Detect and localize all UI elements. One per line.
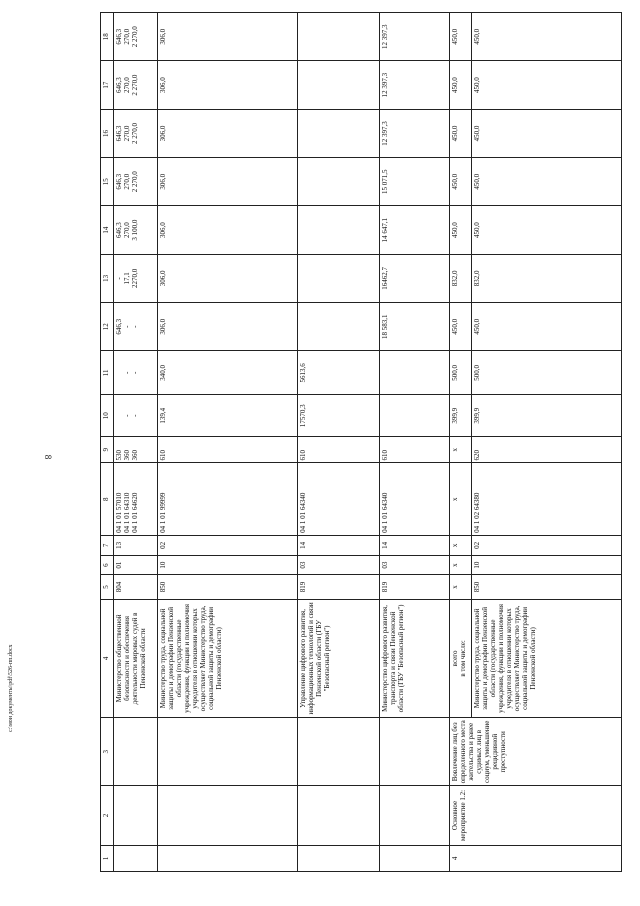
value-cell: 306,0 bbox=[158, 254, 298, 302]
section-cell: 10 bbox=[158, 555, 298, 575]
expense-type-cell: 620 bbox=[472, 437, 622, 463]
subsection-cell: 14 bbox=[380, 535, 450, 555]
value-cell: 306,0 bbox=[158, 109, 298, 157]
header-cell: 12 bbox=[101, 303, 114, 351]
value-cell: 340,0 bbox=[158, 351, 298, 395]
executor-cell: Министерство труда, социальной защиты и демографии Пензенской области (государственные учреждения, функции и полномочия учредителя в отношении которых осуществляет Министерство труда, социальной защиты и демографии Пензенской области) bbox=[472, 599, 622, 718]
row-number-cell bbox=[298, 845, 380, 871]
table-row bbox=[380, 13, 450, 872]
header-cell: 15 bbox=[101, 158, 114, 206]
value-cell bbox=[298, 158, 380, 206]
expense-type-cell: 530 360 360 bbox=[114, 437, 158, 463]
header-cell: 16 bbox=[101, 109, 114, 157]
grbs-cell: 804 bbox=[114, 575, 158, 599]
value-cell: 646,3 270,0 3 100,0 bbox=[114, 206, 158, 254]
page-number: 8 bbox=[43, 454, 53, 460]
target-article-cell: 04 1 01 64340 bbox=[298, 463, 380, 535]
event-cell: Основное мероприятие 1.2: bbox=[450, 786, 622, 845]
section-cell: 03 bbox=[298, 555, 380, 575]
value-cell: 399,9 bbox=[472, 395, 622, 437]
grbs-cell: 850 bbox=[472, 575, 622, 599]
value-cell: 450,0 bbox=[472, 303, 622, 351]
value-cell: 18 583,1 bbox=[380, 303, 450, 351]
header-cell: 9 bbox=[101, 437, 114, 463]
section-cell: х bbox=[450, 555, 472, 575]
executor-cell: Министерство цифрового развития, транспорта и связи Пензенской области (ГБУ "Безопасный регион") bbox=[380, 599, 450, 718]
header-cell: 7 bbox=[101, 535, 114, 555]
target-article-cell: 04 1 01 99999 bbox=[158, 463, 298, 535]
grbs-cell: 819 bbox=[380, 575, 450, 599]
target-article-cell: х bbox=[450, 463, 472, 535]
header-cell: 17 bbox=[101, 61, 114, 109]
grbs-cell: 819 bbox=[298, 575, 380, 599]
value-cell: 16462,7 bbox=[380, 254, 450, 302]
expense-type-cell: 610 bbox=[298, 437, 380, 463]
expense-type-cell: 610 bbox=[380, 437, 450, 463]
header-cell: 18 bbox=[101, 13, 114, 61]
subsection-cell: 02 bbox=[472, 535, 622, 555]
header-cell: 2 bbox=[101, 786, 114, 845]
description-cell bbox=[298, 718, 380, 786]
header-cell: 4 bbox=[101, 599, 114, 718]
value-cell: 646,3 270,0 2 270,0 bbox=[114, 109, 158, 157]
value-cell: 450,0 bbox=[472, 206, 622, 254]
value-cell: 5613,6 bbox=[298, 351, 380, 395]
value-cell: 14 647,1 bbox=[380, 206, 450, 254]
value-cell: 12 397,3 bbox=[380, 13, 450, 61]
value-cell: 450,0 bbox=[472, 61, 622, 109]
executor-cell: Министерство труда, социальной защиты и демографии Пензенской области (государственные учреждения, функции и полномочия учредителя в отношении которых осуществляет Министерство труда, социальной защиты и демографии Пензенской области) bbox=[158, 599, 298, 718]
header-cell: 6 bbox=[101, 555, 114, 575]
value-cell: 832,0 bbox=[472, 254, 622, 302]
value-cell: 306,0 bbox=[158, 13, 298, 61]
value-cell bbox=[298, 61, 380, 109]
value-cell: - - bbox=[114, 351, 158, 395]
event-cell bbox=[158, 786, 298, 845]
value-cell: 306,0 bbox=[158, 206, 298, 254]
target-article-cell: 04 1 01 57010 04 1 01 64310 04 1 01 64620 bbox=[114, 463, 158, 535]
value-cell: 450,0 bbox=[472, 158, 622, 206]
value-cell: 450,0 bbox=[450, 158, 472, 206]
value-cell: 450,0 bbox=[472, 13, 622, 61]
value-cell: 399,9 bbox=[450, 395, 472, 437]
event-cell bbox=[114, 786, 158, 845]
value-cell bbox=[298, 303, 380, 351]
row-number-cell bbox=[114, 845, 158, 871]
description-cell bbox=[114, 718, 158, 786]
value-cell: - 17,1 2270,0 bbox=[114, 254, 158, 302]
value-cell: 646,3 - - bbox=[114, 303, 158, 351]
target-article-cell: 04 1 01 64340 bbox=[380, 463, 450, 535]
value-cell: - - bbox=[114, 395, 158, 437]
rotated-table-wrapper bbox=[100, 12, 640, 872]
value-cell: 139,4 bbox=[158, 395, 298, 437]
value-cell bbox=[380, 351, 450, 395]
value-cell: 450,0 bbox=[450, 61, 472, 109]
header-cell: 8 bbox=[101, 463, 114, 535]
budget-table bbox=[100, 12, 622, 872]
value-cell bbox=[298, 13, 380, 61]
value-cell: 17570,3 bbox=[298, 395, 380, 437]
section-cell: 01 bbox=[114, 555, 158, 575]
description-cell bbox=[158, 718, 298, 786]
value-cell: 500,0 bbox=[472, 351, 622, 395]
row-number-cell bbox=[158, 845, 298, 871]
value-cell: 450,0 bbox=[472, 109, 622, 157]
description-cell: Вовлечение лиц без определенного места жительства и ранее судимых лиц в социум, уменьшение рецидивной преступности bbox=[450, 718, 622, 786]
header-row bbox=[101, 13, 114, 872]
table-row bbox=[298, 13, 380, 872]
executor-cell: Управление цифрового развития, информационных технологий и связи Пензенской области (ГБУ "Безопасный регион") bbox=[298, 599, 380, 718]
value-cell: 450,0 bbox=[450, 206, 472, 254]
value-cell: 646,3 270,0 2 270,0 bbox=[114, 61, 158, 109]
value-cell: 500,0 bbox=[450, 351, 472, 395]
value-cell: 306,0 bbox=[158, 61, 298, 109]
rotated-page bbox=[100, 12, 640, 872]
grbs-cell: х bbox=[450, 575, 472, 599]
section-cell: 10 bbox=[472, 555, 622, 575]
expense-type-cell: х bbox=[450, 437, 472, 463]
event-cell bbox=[380, 786, 450, 845]
subsection-cell: х bbox=[450, 535, 472, 555]
value-cell: 12 397,3 bbox=[380, 109, 450, 157]
subsection-cell: 14 bbox=[298, 535, 380, 555]
value-cell: 12 397,3 bbox=[380, 61, 450, 109]
value-cell: 646,3 270,0 2 270,0 bbox=[114, 13, 158, 61]
row-number-cell: 4 bbox=[450, 845, 622, 871]
value-cell: 450,0 bbox=[450, 303, 472, 351]
executor-cell: всего в том числе: bbox=[450, 599, 472, 718]
expense-type-cell: 610 bbox=[158, 437, 298, 463]
header-cell: 1 bbox=[101, 845, 114, 871]
value-cell: 832,0 bbox=[450, 254, 472, 302]
value-cell bbox=[380, 395, 450, 437]
value-cell bbox=[298, 109, 380, 157]
subsection-cell: 13 bbox=[114, 535, 158, 555]
value-cell: 306,0 bbox=[158, 158, 298, 206]
header-cell: 14 bbox=[101, 206, 114, 254]
executor-cell: Министерство общественной безопасности и обеспечения деятельности мировых судей в Пензенской области bbox=[114, 599, 158, 718]
header-cell: 3 bbox=[101, 718, 114, 786]
target-article-cell: 04 1 02 64380 bbox=[472, 463, 622, 535]
description-cell bbox=[380, 718, 450, 786]
footer-file-path: c:\мои документы\pdf\526-пп.docx bbox=[8, 644, 14, 732]
header-cell: 11 bbox=[101, 351, 114, 395]
row-number-cell bbox=[380, 845, 450, 871]
table-row bbox=[114, 13, 158, 872]
value-cell bbox=[298, 254, 380, 302]
value-cell: 450,0 bbox=[450, 13, 472, 61]
header-cell: 13 bbox=[101, 254, 114, 302]
section-cell: 03 bbox=[380, 555, 450, 575]
value-cell: 450,0 bbox=[450, 109, 472, 157]
header-cell: 10 bbox=[101, 395, 114, 437]
value-cell: 646,3 270,0 2 270,0 bbox=[114, 158, 158, 206]
table-row bbox=[450, 13, 472, 872]
event-cell bbox=[298, 786, 380, 845]
table-row bbox=[158, 13, 298, 872]
header-cell: 5 bbox=[101, 575, 114, 599]
grbs-cell: 850 bbox=[158, 575, 298, 599]
subsection-cell: 02 bbox=[158, 535, 298, 555]
value-cell: 15 071,5 bbox=[380, 158, 450, 206]
value-cell: 306,0 bbox=[158, 303, 298, 351]
value-cell bbox=[298, 206, 380, 254]
